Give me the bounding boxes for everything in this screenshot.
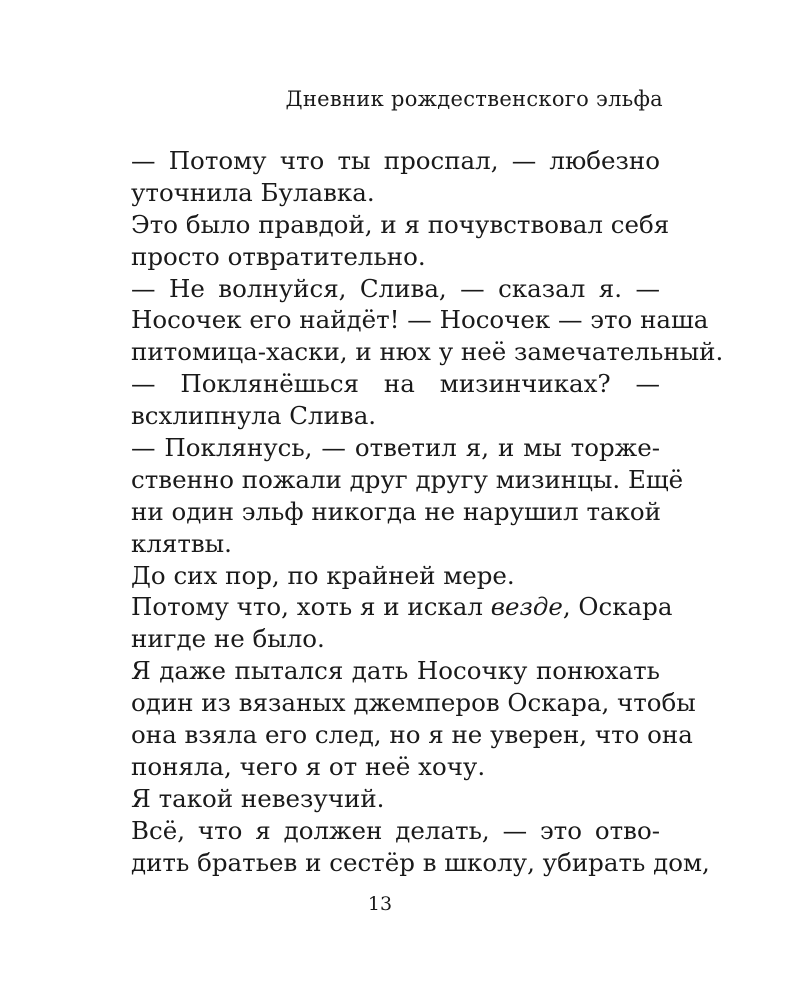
text-line-12: ни один эльф никогда не нарушил такой (131, 496, 662, 526)
text-line-16: нигде не было. (131, 624, 325, 654)
text-line-1: — Потому что ты проспал, — любезно (131, 146, 660, 175)
text-line-23: дить братьев и сестёр в школу, убирать дом, (131, 847, 710, 877)
text-line-7: питомица-хаски, и нюх у неё замечательный. (131, 337, 724, 367)
text-line-21: Я такой невезучий. (131, 783, 385, 813)
text-line-15 (131, 591, 673, 623)
text-line-22: Всё, что я должен делать, — это отво- (131, 815, 660, 845)
text-line-19: она взяла его след, но я не уверен, что она (131, 720, 693, 750)
text-line-11: ственно пожали друг другу мизинцы. Ещё (131, 464, 684, 494)
body-text (131, 145, 724, 878)
text-segment: , Оскара (562, 592, 673, 622)
running-header: Дневник рождественского эльфа (285, 87, 663, 111)
emphasized-word: везде (490, 592, 563, 622)
page-number: 13 (367, 893, 393, 915)
text-line-5: — Не волнуйся, Слива, — сказал я. — (131, 273, 660, 303)
text-line-17: Я даже пытался дать Носочку понюхать (131, 656, 660, 686)
text-line-9: всхлипнула Слива. (131, 401, 377, 431)
text-line-14: До сих пор, по крайней мере. (131, 560, 515, 590)
text-segment: Потому что, хоть я и искал (131, 592, 491, 622)
text-line-4: просто отвратительно. (131, 241, 426, 271)
text-line-10: — Поклянусь, — ответил я, и мы торже- (131, 433, 660, 463)
text-line-2: уточнила Булавка. (131, 177, 375, 207)
text-line-13: клятвы. (131, 528, 232, 558)
text-line-18: один из вязаных джемперов Оскара, чтобы (131, 688, 696, 718)
text-line-20: поняла, чего я от неё хочу. (131, 751, 486, 781)
text-line-3: Это было правдой, и я почувствовал себя (131, 209, 670, 239)
text-line-6: Носочек его найдёт! — Носочек — это наша (131, 305, 709, 335)
text-line-8: — Поклянёшься на мизинчиках? — (131, 369, 660, 399)
